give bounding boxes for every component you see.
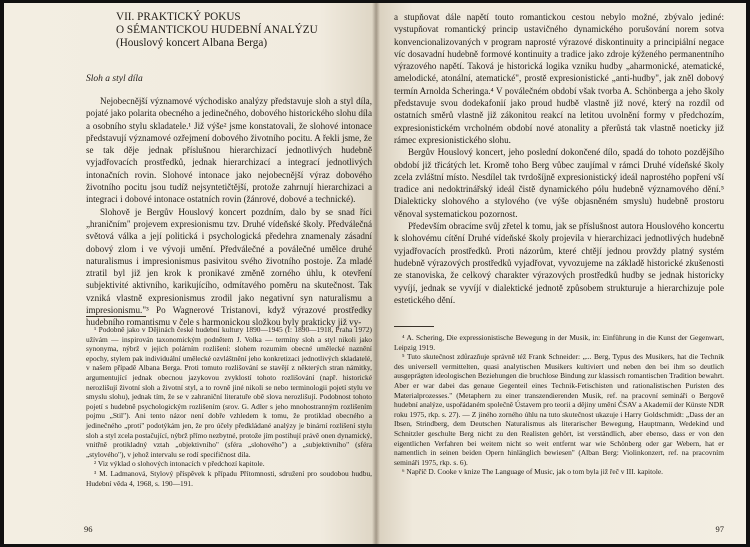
- footnote: ⁶ Napříč D. Cooke v knize The Language of Music, jak o tom byla již řeč v III. kapitole.: [402, 467, 664, 477]
- footnote-rule: [86, 316, 146, 317]
- chapter-heading-line: O SÉMANTICKOU HUDEBNÍ ANALÝZU: [116, 24, 318, 36]
- paragraph: Bergův Houslový koncert, jeho poslední dokončené dílo, spadá do tohoto pozdějšího období již třicátých let. Kromě toho Berg vůbec zaujímal v rámci Druhé vídeňské školy zcela zvláštní místo. Nesdílel tak tvrdošíjně expresionistický ideál naprostého popření vší tradice ani nedoktrinářský ideál čistě dynamického pólu hudebně významového dění.⁵ Dialekticky slohového a stylového (ve výše objasněném smyslu) hudebně prostoru věnoval systematickou pozornost.: [394, 147, 724, 219]
- right-footnotes: [394, 333, 724, 477]
- footnote: ⁴ A. Schering, Die expressionistische Bewegung in der Musik, in: Einführung in die Kunst der Gegenwart, Leipzig 1919.: [394, 333, 724, 352]
- paragraph: Nejobecnější významové východisko analýzy představuje sloh a styl díla, pojaté jako polarita obecného a jedinečného, dobového historického slohu díla a osobního stylu skladatele.¹ Již výše² jsme konstatovali, že slohové intonace představují významové ozřejmení dobového životního pocitu. A řekli jsme, že se tak děje jednak příslušnou hierarchizací jednotlivých hudebně vyjadřovacích prostředků, jednak hierarchizací a integrací jednotlivých intonačních rovin. Slohové intonace jako nejobecnější výraz dobového životního pocitu jsou tudíž nejsyntetičtější, protože zahrnují hierarchizaci a integraci i dobové intonace ostatních rovin (žánrové, dobové a technické).: [86, 96, 372, 205]
- paragraph: Slohově je Bergův Houslový koncert pozdním, dalo by se snad říci „hraničním" projevem expresionismu tzv. Druhé vídeňské školy. Předválečná světová válka a její politická i psychologická předehra znamenaly zásadní dobový zlom i ve vývoji umění. Předválečné a poválečné umělce druhé naturalismus i impresionismus pasivitou svého životního postoje. Za mladé ztratil byl již jen krok k pronikavé změně zorného úhlu, k otevření subjektivité aktivního, karikujícího, odmítavého poměru na skutečnost. Tak vzniká vlastně expresionismus zrodil jako negativní syn naturalismu a impresionismu."³ Po Wagnerové Tristanovi, když výrazové prostředky hudebního romantismu v čele s harmonickou složkou byly prakticky již vy-: [86, 206, 372, 328]
- footnote: ¹ Podobně jako v Dějinách české hudební kultury 1890—1945 (I: 1890—1918, Praha 1972) užívám — inspirován taxonomickým podnětem J. Volka — termíny sloh a styl nikoli jako synonyma, nýbrž v jejich polárním rozlišení: slohem rozumím obecné umělecké naznění epochy, stylem pak individuální umělecké ozvláštnění jeho konkretizaci jednotlivých skladatelé, v našem případě Albana Berga. Proti tomuto rozlišování se stavějí z některých stran námitky, argumentující jednak obecnou jazykovou zvyklostí tohoto rozlišování (např. historické nerozlišují životní sloh a životní styl, a to rovně jiné nikoli se nebo terminologii pojetí stylu ve smyslu slohu), jednak tím, že se v zahraniční literatuře obě slova nerozlišují. Podobnost tohoto pojetí s hudebně psychologickým rozlišením (srov. G. Adler s jeho mnohostranným rozlišením pojmu „Stil"). Ani tento názor není dobře vzhledem k tomu, že protiklad obecného a jedinečného „proti" podotýkám jen, že pro účely předkládané analýzy je binární rozlišení stylu sloh a styl zcela postačující, nýbrž přímo nezbytné, protože jím postihují právě onen dynamický, vnitřně protikladný vztah „objektivního" (sféra „slohového") a „subjektivního" (sféra „stylového"), v jehož intervalu se rodí specifičnost díla.: [86, 325, 372, 459]
- footnote: ² Viz výklad o slohových intonacích v předchozí kapitole.: [94, 459, 265, 469]
- right-page: [376, 3, 746, 544]
- book-gutter: [372, 3, 380, 544]
- chapter-heading: [116, 11, 366, 50]
- left-body-text: [86, 95, 372, 329]
- chapter-heading-line: VII. PRAKTICKÝ POKUS: [116, 11, 241, 23]
- page-number: 97: [715, 524, 724, 534]
- footnote: ³ M. Ladmanová, Stylový příspěvek k případu Přítomnosti, sdružení pro soudobou hudbu, Hudební věda 4, 1968, s. 190—191.: [86, 468, 372, 488]
- chapter-heading-line: (Houslový koncert Albana Berga): [116, 37, 268, 49]
- left-page: [4, 3, 376, 544]
- paragraph: a stupňovat dále napětí touto romantickou cestou nebylo možné, zbývalo jediné: vystupňovat romantický princip ustavičného dynamického porušování norem sotva konvencionalizovaných v program naprosté výrazové diskontinuity a principiální negace víc dosavadní hudebně formové kontinuity a tradice jako zdroje kýženého permanentního výrazového napětí. Taková je historická logika vzniku hudby „aharmonické, atematické, amelodické, atonální, atematické", prostě expresionistické „anti-hudby", jak zněl dobový termín Arnolda Scheringa.⁴ V poválečném období však tvorba A. Schönberga a jeho školy představuje svou dodekafonií jako proud hudbě vlastně již nové, který na rozdíl od ostatních směrů vlastně již zákonitou reakcí na letitou uvolnění formy v předchozím, expresionistickém vrcholném období nové atonality a přerůstá tak vlastně noeticky již rámec expresionistického slohu.: [394, 12, 724, 145]
- right-body-text: [394, 11, 724, 306]
- section-title: Sloh a styl díla: [86, 74, 143, 84]
- footnote: ⁵ Tuto skutečnost zdůrazňuje správně též Frank Schneider: „... Berg, Typus des Musikers, hat die Technik des universell vermittelten, quasi analytischen Musikers kultiviert und neben den bei ihm so deutlich ausgeprägten ideologischen Beziehungen die bruchlose Bindung zur klassisch romantischen Tradition bewahrt. Aber er war dabei das genaue Gegenteil eines Technik-Fetischisten und rationalistischen Puristen des Materialprozesses." (Metaphern zu einer transzendierenden Musik, ref. na pracovní semináři o Bergově hudební analýze, uspořádaném společně Ústavem pro teorii a dějiny umění ČSAV a Akademií der Künste NDR roku 1975, rkp. s. 27). — Z jiného zorného úhlu na tuto skutečnost ukazuje i Harry Goldschmidt: „Dass der an Ibsen, Strindberg, dem Deutschen Naturalismus als literarischer Bewegung, Hauptmann, Wedekind und Schnitzler geschulte Berg nicht zu den Realisten gehört, ist verständlich, aber ebenso, dass er von den eigentlichen Verfahren bei weitem nicht so weit entfernt war wie Schönberg oder gar Webern, hat er namentlich in seinen beiden Opern hinlänglich bewiesen" (Alban Berg: Violinkonzert, ref. na pracovním semináři 1975, rkp. s. 6).: [394, 352, 724, 467]
- paragraph: Především obracíme svůj zřetel k tomu, jak se příslušnost autora Houslového koncertu k slohovému cítění Druhé vídeňské školy projevila v hierarchizaci jednotlivých hudebně vyjadřovacích prostředků. Proti názorům, které chtějí jednou provždy platný systém hudebně výrazových prostředků vyjadřovat, vyvozujeme na základě historické zkušenosti ze stanoviska, že celkový charakter výrazových prostředků hudby se jednak historicky vyvíjí, jednak se vyvíjí v dialektické jednotě způsobem strukturuje a hierarchizuje pole estetického dění.: [394, 221, 724, 305]
- footnote-rule: [394, 326, 434, 327]
- left-footnotes: [86, 325, 372, 488]
- page-number: 96: [84, 524, 93, 534]
- book-spread: [4, 3, 746, 544]
